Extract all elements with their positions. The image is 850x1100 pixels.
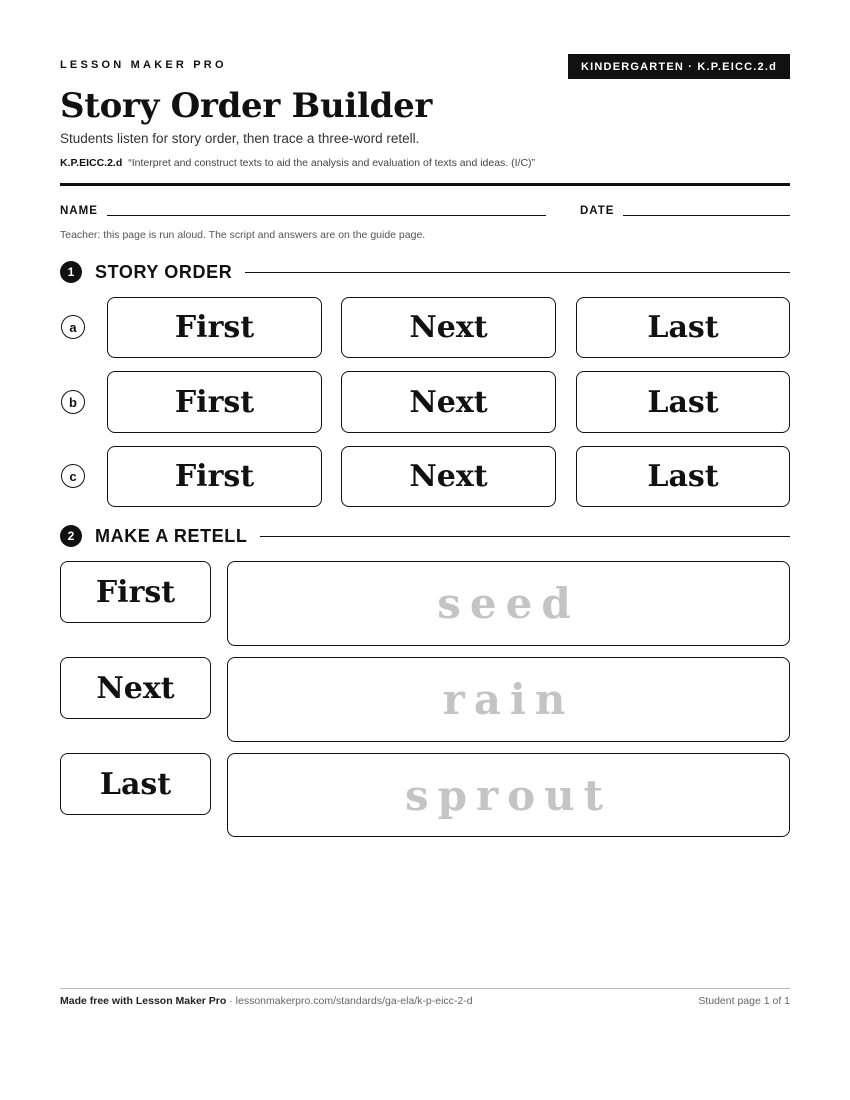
row-label-a: a (61, 315, 85, 339)
name-label: NAME (60, 205, 98, 217)
trace-word-box[interactable]: rain (227, 657, 790, 742)
name-line[interactable] (107, 215, 546, 216)
order-card-first[interactable]: First (107, 446, 322, 507)
order-card-last[interactable]: Last (576, 371, 790, 433)
header-divider (60, 183, 790, 186)
section-story-order-header (60, 261, 790, 283)
date-label: DATE (580, 205, 615, 217)
order-card-last[interactable]: Last (576, 446, 790, 507)
retell-label-first: First (60, 561, 211, 623)
section-number: 2 (60, 525, 82, 547)
section-title: STORY ORDER (95, 261, 233, 282)
footer-separator: · (226, 995, 236, 1007)
order-card-next[interactable]: Next (341, 371, 556, 433)
order-card-next[interactable]: Next (341, 446, 556, 507)
page-subtitle: Students listen for story order, then trace a three-word retell. (60, 131, 420, 146)
standard-line (60, 157, 535, 169)
footer-divider (60, 988, 790, 989)
footer-url[interactable]: lessonmakerpro.com/standards/ga-ela/k-p-eicc-2-d (235, 995, 473, 1007)
retell-label-last: Last (60, 753, 211, 815)
brand-name: LESSON MAKER PRO (60, 59, 227, 71)
footer-made-with: Made free with Lesson Maker Pro (60, 995, 227, 1007)
standard-text: “Interpret and construct texts to aid the analysis and evaluation of texts and ideas. (I/C)” (128, 157, 536, 169)
section-rule (245, 272, 790, 273)
row-label-c: c (61, 464, 85, 488)
page-title: Story Order Builder (60, 86, 433, 126)
section-make-a-retell-header (60, 525, 790, 547)
section-title: MAKE A RETELL (95, 525, 248, 546)
trace-word-box[interactable]: seed (227, 561, 790, 646)
footer-credit (60, 995, 473, 1007)
order-card-last[interactable]: Last (576, 297, 790, 358)
retell-label-next: Next (60, 657, 211, 719)
grade-standard-badge: KINDERGARTEN · K.P.EICC.2.d (568, 54, 790, 79)
order-card-first[interactable]: First (107, 371, 322, 433)
date-line[interactable] (623, 215, 790, 216)
standard-code: K.P.EICC.2.d (60, 157, 123, 169)
row-label-b: b (61, 390, 85, 414)
order-card-first[interactable]: First (107, 297, 322, 358)
trace-word-box[interactable]: sprout (227, 753, 790, 837)
footer-page-number: Student page 1 of 1 (698, 995, 790, 1007)
section-rule (260, 536, 790, 537)
order-card-next[interactable]: Next (341, 297, 556, 358)
section-number: 1 (60, 261, 82, 283)
teacher-note: Teacher: this page is run aloud. The script and answers are on the guide page. (60, 229, 426, 241)
